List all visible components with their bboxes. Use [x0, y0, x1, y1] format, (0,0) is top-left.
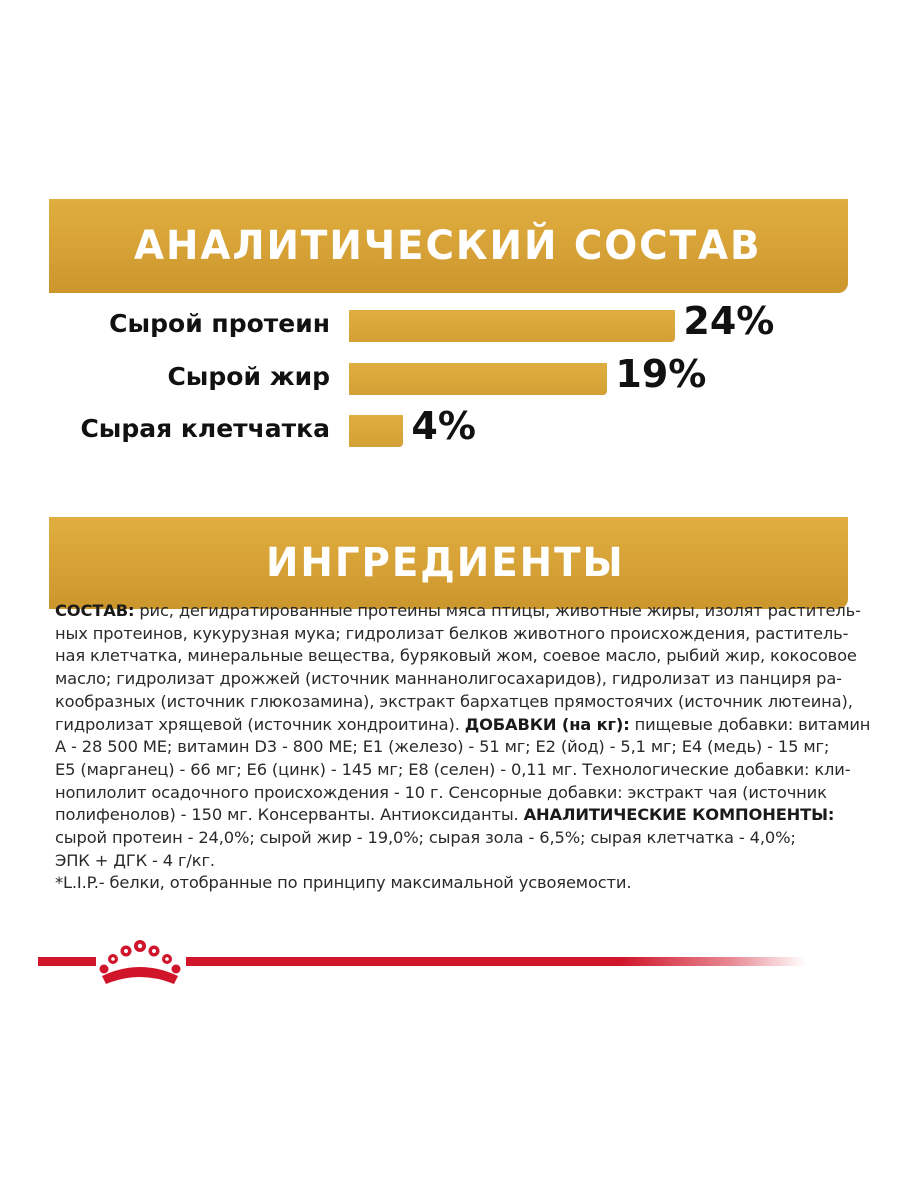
- line-text: ная клетчатка, минеральные вещества, буряковый жом, соевое масло, рыбий жир, кокосовое: [55, 646, 857, 666]
- analytical-banner: [49, 199, 848, 293]
- line-text: полифенолов) - 150 мг. Консерванты. Антиоксиданты.: [55, 805, 524, 825]
- nutrient-bar: [349, 415, 403, 447]
- nutrient-label: Сырой протеин: [109, 309, 330, 338]
- nutrient-value: 19%: [615, 352, 707, 396]
- nutrient-bar: [349, 363, 607, 395]
- footer-red-line-left: [38, 957, 96, 966]
- bold-heading: СОСТАВ:: [55, 601, 135, 620]
- nutrient-row-protein: [0, 299, 900, 353]
- ingredients-line: [55, 782, 855, 805]
- line-text: сырой протеин - 24,0%; сырой жир - 19,0%; сырая зола - 6,5%; сырая клетчатка - 4,0%;: [55, 828, 796, 848]
- ingredients-text: [55, 600, 871, 895]
- line-text: Е5 (марганец) - 66 мг; Е6 (цинк) - 145 мг; Е8 (селен) - 0,11 мг. Технологические добавки: кли-: [55, 759, 851, 779]
- ingredients-line: [55, 645, 855, 668]
- nutrient-label: Сырой жир: [167, 362, 330, 391]
- ingredients-line: [55, 668, 855, 691]
- nutrient-row-fat: [0, 352, 900, 406]
- line-text: рис, дегидратированные протеины мяса птицы, животные жиры, изолят раститель-: [134, 601, 861, 620]
- royal-canin-crown-icon: [96, 938, 184, 988]
- line-text: нопилолит осадочного происхождения - 10 г. Сенсорные добавки: экстракт чая (источник: [55, 782, 827, 802]
- line-text: гидролизат хрящевой (источник хондроитина).: [55, 714, 465, 734]
- line-text: пищевые добавки: витамин: [629, 714, 871, 734]
- line-text: кообразных (источник глюкозамина), экстракт бархатцев прямостоячих (источник лютеина),: [55, 691, 853, 711]
- ingredients-line: [55, 872, 855, 895]
- nutrient-label: Сырая клетчатка: [80, 414, 330, 443]
- ingredients-line: [55, 600, 861, 623]
- line-text: А - 28 500 МЕ; витамин D3 - 800 МЕ; Е1 (железо) - 51 мг; Е2 (йод) - 5,1 мг; Е4 (медь) - 15 мг;: [55, 737, 830, 757]
- ingredients-line: [55, 804, 855, 827]
- ingredients-line: [55, 736, 855, 759]
- ingredients-banner: [49, 517, 848, 609]
- ingredients-line: [55, 691, 855, 714]
- line-text: масло; гидролизат дрожжей (источник маннанолигосахаридов), гидролизат из панциря ра-: [55, 669, 842, 689]
- ingredients-line: [55, 850, 855, 873]
- footer-red-line-right: [186, 957, 806, 966]
- nutrient-bar: [349, 310, 675, 342]
- ingredients-title: ИНГРЕДИЕНТЫ: [266, 540, 625, 586]
- line-text: ных протеинов, кукурузная мука; гидролизат белков животного происхождения, раститель-: [55, 623, 849, 643]
- line-text: *L.I.P.- белки, отобранные по принципу максимальной усвояемости.: [55, 873, 632, 893]
- analytical-title: АНАЛИТИЧЕСКИЙ СОСТАВ: [134, 223, 762, 269]
- bold-heading: АНАЛИТИЧЕСКИЕ КОМПОНЕНТЫ:: [523, 805, 835, 825]
- bold-heading: ДОБАВКИ (на кг):: [464, 714, 630, 734]
- nutrient-value: 4%: [411, 404, 476, 448]
- ingredients-line: [55, 623, 855, 646]
- ingredients-line: [55, 714, 871, 737]
- nutrient-row-fiber: [0, 404, 900, 458]
- ingredients-line: [55, 759, 855, 782]
- line-text: ЭПК + ДГК - 4 г/кг.: [55, 850, 215, 870]
- nutrient-value: 24%: [683, 299, 775, 343]
- ingredients-line: [55, 827, 855, 850]
